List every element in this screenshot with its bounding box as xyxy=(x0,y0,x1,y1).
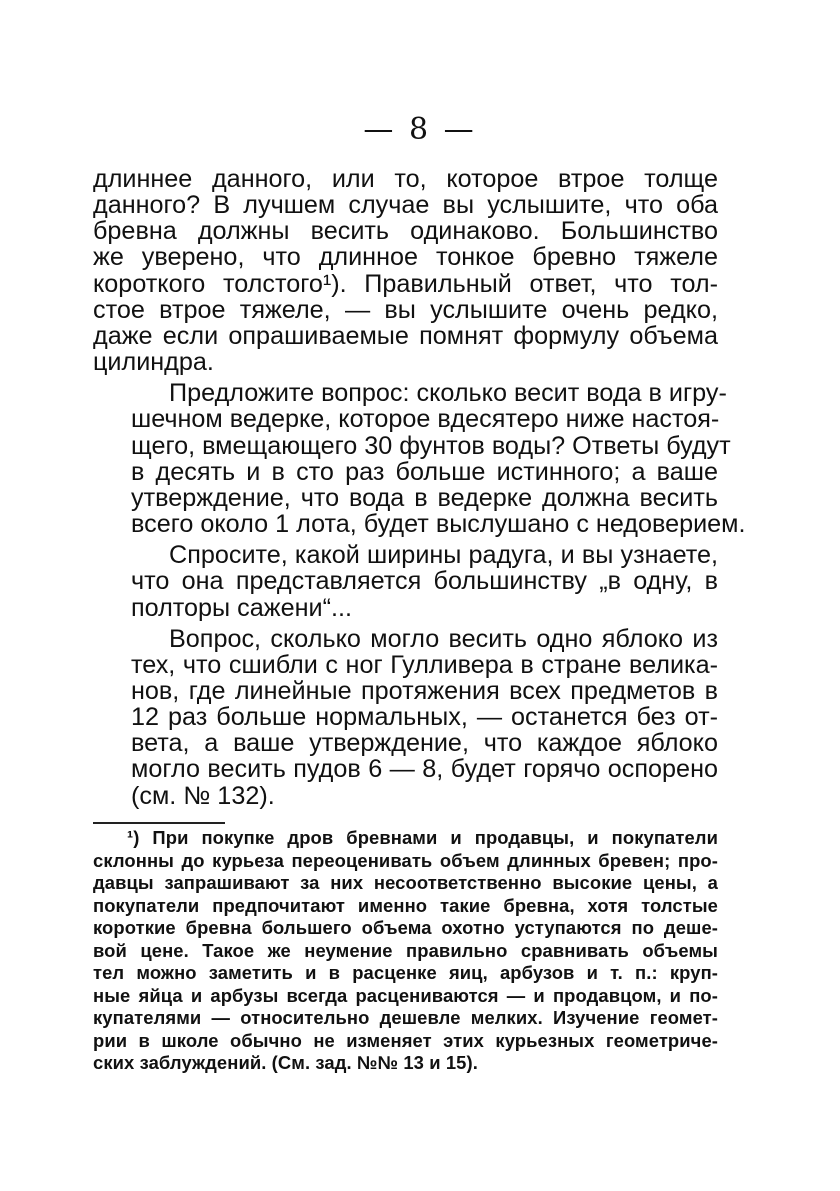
footnote-line: ные яйца и арбузы всегда расцениваются — и продавцом, и по- xyxy=(93,984,718,1006)
text-line: нов, где линейные протяжения всех предметов в xyxy=(131,676,718,705)
paragraph-3 xyxy=(93,542,718,620)
text-line: даже если опрашиваемые помнят формулу объема xyxy=(93,321,718,350)
footnote-separator xyxy=(93,822,225,824)
text-line: что она представляется большинству „в одну, в xyxy=(131,567,718,596)
text-line: тех, что сшибли с ног Гулливера в стране велика- xyxy=(131,650,718,679)
footnote-line: рии в школе обычно не изменяет этих курьезных геометриче- xyxy=(93,1029,718,1051)
main-text xyxy=(93,165,746,814)
footnote-line: тел можно заметить и в расценке яиц, арбузов и т. п.: круп- xyxy=(93,962,718,984)
text-line: полторы сажени“... xyxy=(131,593,352,622)
footnote-line: короткие бревна большего объема охотно уступаются по деше- xyxy=(93,917,718,939)
text-line: утверждение, что вода в ведерке должна весить xyxy=(131,483,718,512)
footnote-line: давцы запрашивают за них несоответственно высокие цены, а xyxy=(93,872,718,894)
text-line: в десять и в сто раз больше истинного; а ваше xyxy=(131,457,718,486)
text-line: Спросите, какой ширины радуга, и вы узнаете, xyxy=(169,541,718,570)
text-line: шечном ведерке, которое вдесятеро ниже настоя- xyxy=(131,405,720,434)
text-line: короткого толстого¹). Правильный ответ, что тол- xyxy=(93,269,718,298)
paragraph-2 xyxy=(93,379,746,539)
text-line: щего, вмещающего 30 фунтов воды? Ответы будут xyxy=(131,431,731,460)
footnote-line: ¹) При покупке дров бревнами и продавцы, и покупатели xyxy=(127,827,718,848)
text-line: же уверено, что длинное тонкое бревно тяжеле xyxy=(93,243,718,272)
text-line: Вопрос, сколько могло весить одно яблоко из xyxy=(169,624,718,653)
text-line: Предложите вопрос: сколько весит вода в игру- xyxy=(169,379,727,408)
page-number: — 8 — xyxy=(363,112,477,147)
footnote-line: купателями — относительно дешевле мелких. Изучение геомет- xyxy=(93,1007,718,1029)
footnote-line: покупатели предпочитают именно такие бревна, хотя толстые xyxy=(93,894,718,916)
footnote-line: склонны до курьеза переоценивать объем длинных бревен; про- xyxy=(93,849,718,871)
footnote-line: вой цене. Такое же неумение правильно сравнивать объемы xyxy=(93,939,718,961)
text-line: длиннее данного, или то, которое втрое толще xyxy=(93,165,718,193)
footnote-line: ских заблуждений. (См. зад. №№ 13 и 15). xyxy=(93,1052,478,1074)
paragraph-1 xyxy=(93,166,718,375)
text-line: цилиндра. xyxy=(93,348,214,377)
text-line: могло весить пудов 6 — 8, будет горячо оспорено xyxy=(131,755,718,784)
text-line: стое втрое тяжеле, — вы услышите очень редко, xyxy=(93,295,718,324)
text-line: вета, а ваше утверждение, что каждое яблоко xyxy=(131,729,718,758)
paragraph-4 xyxy=(93,626,718,809)
footnote xyxy=(93,827,718,1075)
text-line: данного? В лучшем случае вы услышите, что оба xyxy=(93,191,718,220)
text-line: (см. № 132). xyxy=(131,781,275,810)
text-line: 12 раз больше нормальных, — останется без от- xyxy=(131,703,718,732)
text-line: всего около 1 лота, будет выслушано с недоверием. xyxy=(131,510,746,539)
text-line: бревна должны весить одинаково. Большинство xyxy=(93,217,718,246)
